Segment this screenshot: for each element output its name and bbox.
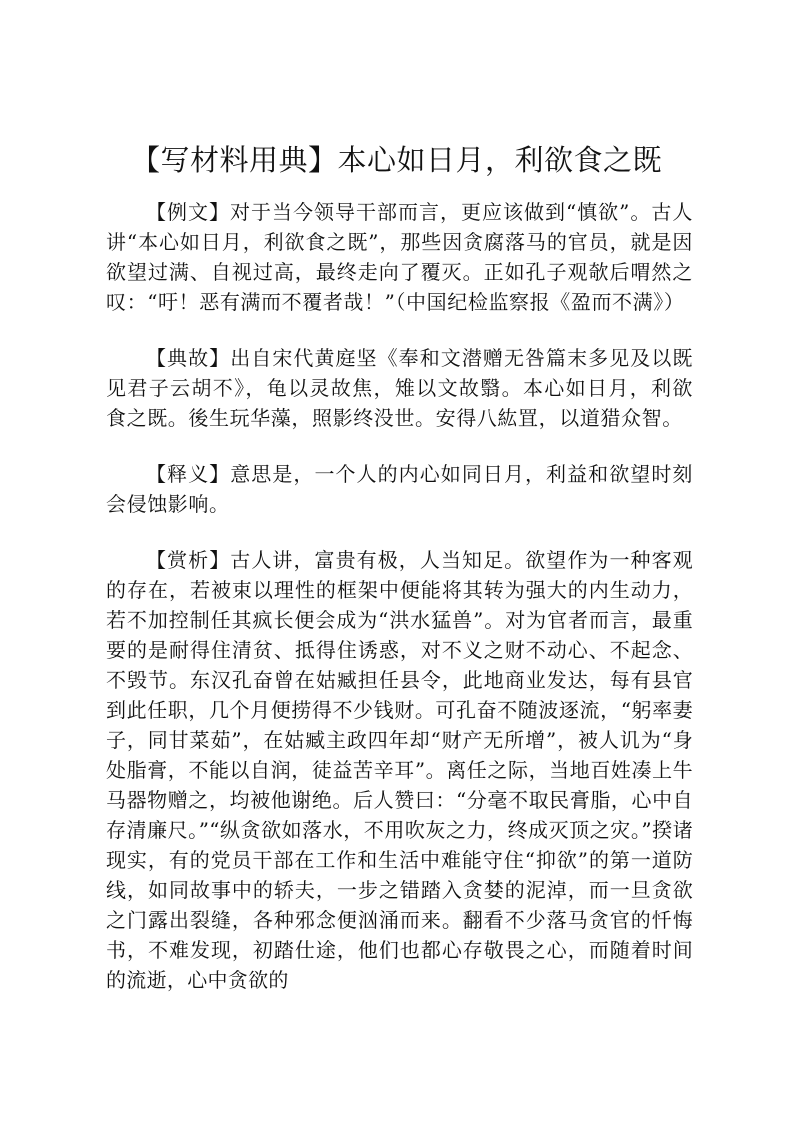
- document-body: [106, 197, 693, 1021]
- analysis-paragraph: 【赏析】古人讲，富贵有极，人当知足。欲望作为一种客观的存在，若被束以理性的框架中便能将其转为强大的内生动力，若不加控制任其疯长便会成为“洪水猛兽”。对为官者而言，最重要的是耐得住清贫、抵得住诱惑，对不义之财不动心、不起念、不毁节。东汉孔奋曾在姑臧担任县令，此地商业发达，每有县官到此任职，几个月便捞得不少钱财。可孔奋不随波逐流，“躬率妻子，同甘菜茹”，在姑臧主政四年却“财产无所增”，被人讥为“身处脂膏，不能以自润，徒益苦辛耳”。离任之际，当地百姓凑上牛马器物赠之，均被他谢绝。后人赞曰：“分毫不取民膏脂，心中自存清廉尺。”“纵贪欲如落水，不用吹灰之力，终成灭顶之灾。”揆诸现实，有的党员干部在工作和生活中难能守住“抑欲”的第一道防线，如同故事中的轿夫，一步之错踏入贪婪的泥淖，而一旦贪欲之门露出裂缝，各种邪念便汹涌而来。翻看不少落马贪官的忏悔书，不难发现，初踏仕途，他们也都心存敬畏之心，而随着时间的流逝，心中贪欲的: [106, 548, 693, 992]
- meaning-paragraph: 【释义】意思是，一个人的内心如同日月，利益和欲望时刻会侵蚀影响。: [106, 462, 693, 516]
- example-paragraph: 【例文】对于当今领导干部而言，更应该做到“慎欲”。古人讲“本心如日月，利欲食之既”，那些因贪腐落马的官员，就是因欲望过满、自视过高，最终走向了覆灭。正如孔子观欹后喟然之叹：“吁！恶有满而不覆者哉！”（中国纪检监察报《盈而不满》）: [106, 200, 693, 314]
- page-title: 【写材料用典】本心如日月，利欲食之既: [130, 143, 662, 177]
- source-paragraph: 【典故】出自宋代黄庭坚《奉和文潜赠无咎篇末多见及以既见君子云胡不》，龟以灵故焦，雉以文故翳。本心如日月，利欲食之既。後生玩华藻，照影终没世。安得八紘罝，以道猎众智。: [106, 346, 693, 430]
